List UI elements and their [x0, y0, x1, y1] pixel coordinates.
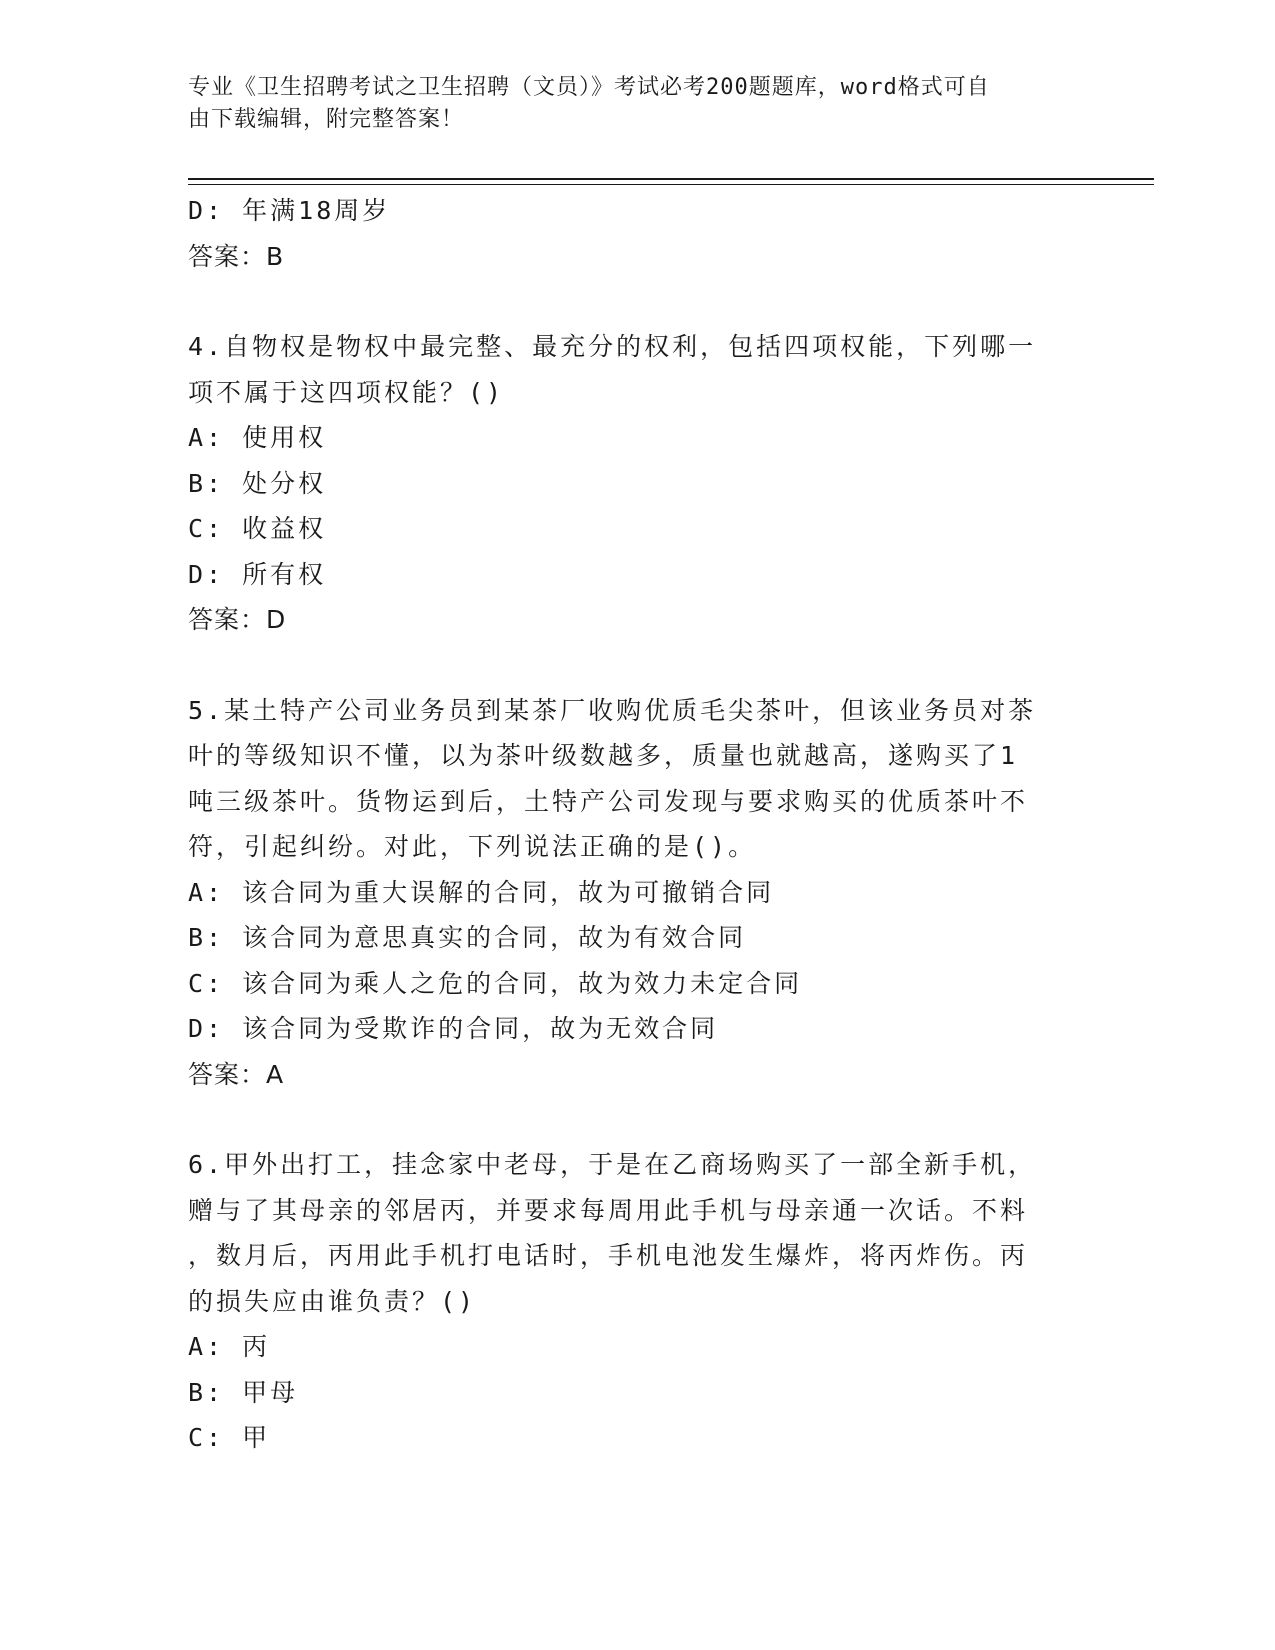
option-d: D: 年满18周岁 [188, 196, 391, 225]
option-c: C: 收益权 [188, 514, 327, 543]
question-stem: 5.某土特产公司业务员到某茶厂收购优质毛尖茶叶，但该业务员对茶 [188, 695, 1037, 725]
option-d: D: 该合同为受欺诈的合同，故为无效合同 [188, 1014, 719, 1043]
question-stem: 符，引起纠纷。对此，下列说法正确的是()。 [188, 832, 757, 861]
question-4 [188, 324, 1068, 643]
option-b: B: 处分权 [188, 468, 327, 498]
option-b: B: 甲母 [188, 1377, 299, 1407]
spacer [188, 279, 1068, 324]
answer: 答案：A [188, 1059, 285, 1089]
option-c: C: 甲 [188, 1423, 271, 1452]
question-stem: 赠与了其母亲的邻居丙，并要求每周用此手机与母亲通一次话。不料 [188, 1195, 1029, 1225]
option-a: A: 丙 [188, 1332, 271, 1361]
option-a: A: 使用权 [188, 423, 327, 452]
question-list [188, 188, 1068, 1461]
question-stem: 4.自物权是物权中最完整、最充分的权利，包括四项权能，下列哪一 [188, 332, 1037, 361]
question-5 [188, 688, 1068, 1098]
option-c: C: 该合同为乘人之危的合同，故为效力未定合同 [188, 968, 803, 998]
header-line-2: 由下载编辑，附完整答案！ [188, 107, 465, 132]
option-b: B: 该合同为意思真实的合同，故为有效合同 [188, 923, 747, 952]
question-stem: 6.甲外出打工，挂念家中老母，于是在乙商场购买了一部全新手机， [188, 1150, 1037, 1179]
answer: 答案：B [188, 241, 285, 271]
question-stem: ，数月后，丙用此手机打电话时，手机电池发生爆炸，将丙炸伤。丙 [188, 1241, 1029, 1270]
header-line-1: 专业《卫生招聘考试之卫生招聘（文员）》考试必考200题题库，word格式可自 [188, 75, 990, 100]
header-divider-thick [188, 178, 1154, 180]
answer: 答案：D [188, 605, 287, 634]
question-3-tail [188, 188, 1068, 279]
header-divider-thin [188, 184, 1154, 185]
question-6 [188, 1142, 1068, 1461]
question-stem: 吨三级茶叶。货物运到后，土特产公司发现与要求购买的优质茶叶不 [188, 786, 1029, 816]
question-stem: 叶的等级知识不懂，以为茶叶级数越多，质量也就越高，遂购买了1 [188, 741, 1019, 770]
question-stem: 的损失应由谁负责？() [188, 1286, 477, 1316]
option-a: A: 该合同为重大误解的合同，故为可撤销合同 [188, 877, 775, 907]
spacer [188, 643, 1068, 688]
option-d: D: 所有权 [188, 559, 327, 589]
spacer [188, 1097, 1068, 1142]
question-stem: 项不属于这四项权能？() [188, 377, 505, 407]
document-header [188, 72, 1068, 136]
